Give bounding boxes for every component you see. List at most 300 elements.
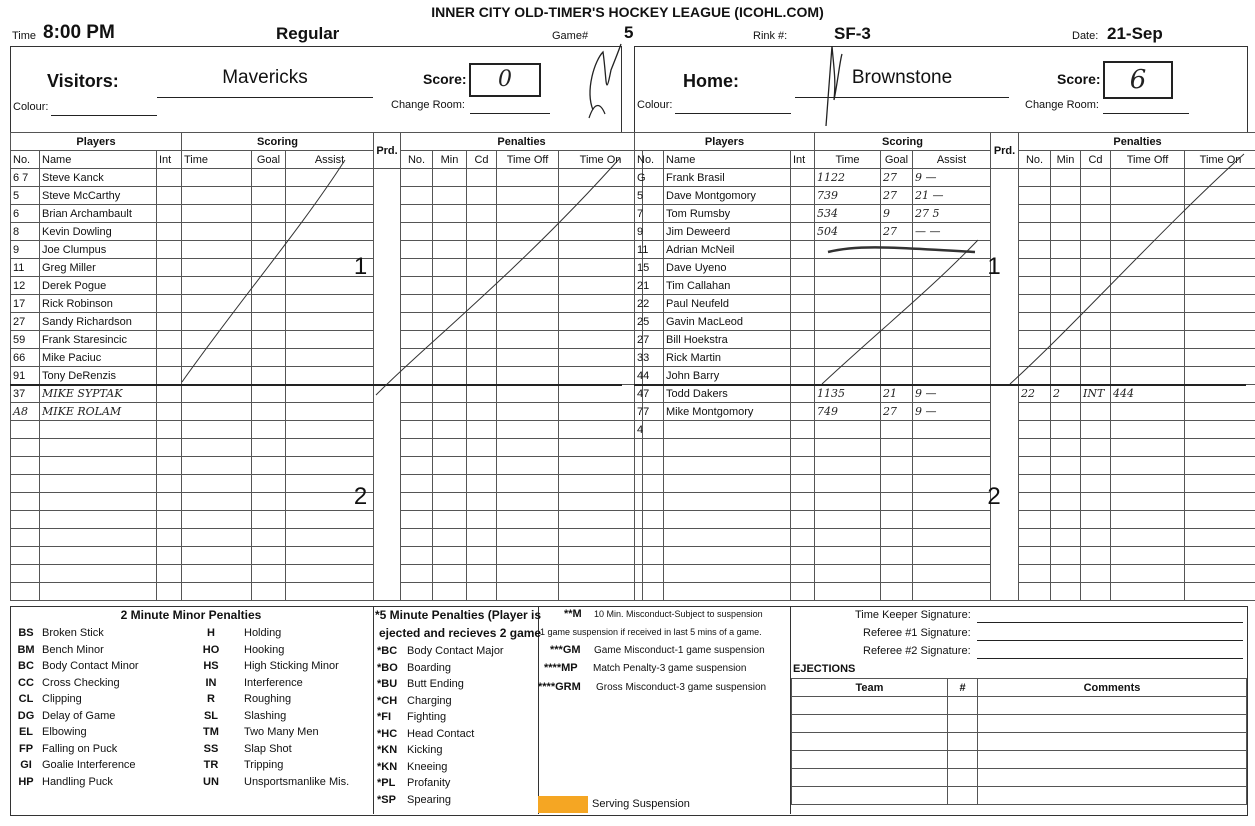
penalty-time-on[interactable] — [559, 205, 643, 223]
penalty-number[interactable] — [401, 349, 433, 367]
penalty-number[interactable] — [1019, 583, 1051, 601]
penalty-time-off[interactable] — [1111, 277, 1185, 295]
penalty-code[interactable] — [467, 547, 497, 565]
penalty-minutes[interactable] — [1051, 583, 1081, 601]
penalty-time-off[interactable] — [1111, 295, 1185, 313]
goal-time[interactable] — [815, 529, 881, 547]
penalty-code[interactable] — [467, 295, 497, 313]
penalty-code[interactable] — [467, 475, 497, 493]
penalty-minutes[interactable] — [1051, 547, 1081, 565]
assist[interactable]: 27 5 — [913, 205, 991, 223]
penalty-number[interactable] — [1019, 403, 1051, 421]
referee2-signature-field[interactable] — [977, 644, 1243, 659]
ejection-team[interactable] — [792, 715, 948, 733]
penalty-time-off[interactable] — [1111, 349, 1185, 367]
player-int[interactable] — [157, 223, 182, 241]
penalty-time-off[interactable] — [1111, 439, 1185, 457]
penalty-time-on[interactable] — [559, 511, 643, 529]
penalty-time-off[interactable] — [1111, 223, 1185, 241]
goal-time[interactable] — [182, 583, 252, 601]
penalty-code[interactable] — [467, 367, 497, 385]
player-int[interactable] — [157, 457, 182, 475]
goal-scorer[interactable] — [881, 259, 913, 277]
player-int[interactable] — [157, 493, 182, 511]
penalty-minutes[interactable] — [1051, 439, 1081, 457]
penalty-time-on[interactable] — [1185, 295, 1255, 313]
penalty-minutes[interactable] — [433, 493, 467, 511]
penalty-time-on[interactable] — [559, 565, 643, 583]
penalty-time-on[interactable] — [559, 295, 643, 313]
penalty-time-on[interactable] — [1185, 565, 1255, 583]
penalty-time-on[interactable] — [1185, 349, 1255, 367]
penalty-number[interactable] — [401, 493, 433, 511]
penalty-minutes[interactable] — [433, 187, 467, 205]
player-int[interactable] — [791, 439, 815, 457]
penalty-number[interactable] — [401, 205, 433, 223]
penalty-minutes[interactable] — [1051, 187, 1081, 205]
goal-scorer[interactable] — [252, 277, 286, 295]
penalty-code[interactable] — [1081, 295, 1111, 313]
penalty-number[interactable] — [1019, 457, 1051, 475]
goal-scorer[interactable] — [252, 349, 286, 367]
goal-time[interactable] — [815, 331, 881, 349]
goal-scorer[interactable] — [881, 313, 913, 331]
assist[interactable] — [913, 565, 991, 583]
ejection-comments[interactable] — [978, 769, 1247, 787]
referee1-signature-field[interactable] — [977, 626, 1243, 641]
assist[interactable] — [286, 313, 374, 331]
goal-time[interactable] — [815, 421, 881, 439]
player-int[interactable] — [791, 295, 815, 313]
penalty-number[interactable] — [401, 385, 433, 403]
penalty-minutes[interactable] — [433, 295, 467, 313]
penalty-minutes[interactable] — [433, 439, 467, 457]
assist[interactable] — [913, 511, 991, 529]
penalty-time-off[interactable] — [497, 187, 559, 205]
penalty-time-on[interactable] — [1185, 457, 1255, 475]
goal-time[interactable] — [182, 493, 252, 511]
player-int[interactable] — [157, 259, 182, 277]
penalty-minutes[interactable] — [1051, 277, 1081, 295]
penalty-number[interactable] — [1019, 205, 1051, 223]
goal-scorer[interactable] — [252, 295, 286, 313]
goal-scorer[interactable] — [252, 565, 286, 583]
penalty-time-on[interactable] — [559, 331, 643, 349]
penalty-time-on[interactable] — [559, 475, 643, 493]
penalty-time-off[interactable] — [497, 313, 559, 331]
player-int[interactable] — [791, 583, 815, 601]
goal-scorer[interactable] — [881, 565, 913, 583]
goal-time[interactable] — [815, 493, 881, 511]
player-int[interactable] — [791, 277, 815, 295]
penalty-minutes[interactable] — [433, 547, 467, 565]
penalty-time-off[interactable] — [1111, 511, 1185, 529]
player-int[interactable] — [791, 403, 815, 421]
penalty-time-on[interactable] — [559, 421, 643, 439]
penalty-time-on[interactable] — [1185, 313, 1255, 331]
penalty-time-off[interactable] — [497, 475, 559, 493]
goal-scorer[interactable] — [881, 439, 913, 457]
penalty-number[interactable] — [401, 565, 433, 583]
penalty-time-on[interactable] — [559, 385, 643, 403]
penalty-code[interactable] — [467, 457, 497, 475]
penalty-number[interactable] — [401, 295, 433, 313]
penalty-time-off[interactable] — [1111, 475, 1185, 493]
penalty-time-on[interactable] — [1185, 547, 1255, 565]
penalty-number[interactable] — [1019, 565, 1051, 583]
penalty-time-on[interactable] — [559, 547, 643, 565]
penalty-time-on[interactable] — [559, 439, 643, 457]
goal-scorer[interactable]: 27 — [881, 169, 913, 187]
timekeeper-signature-field[interactable] — [977, 608, 1243, 623]
goal-time[interactable] — [815, 367, 881, 385]
goal-time[interactable] — [182, 205, 252, 223]
assist[interactable]: 9 — — [913, 169, 991, 187]
penalty-number[interactable] — [401, 403, 433, 421]
penalty-time-on[interactable] — [1185, 223, 1255, 241]
penalty-code[interactable] — [467, 583, 497, 601]
player-int[interactable] — [791, 169, 815, 187]
penalty-code[interactable] — [467, 493, 497, 511]
assist[interactable] — [913, 439, 991, 457]
penalty-time-off[interactable] — [1111, 493, 1185, 511]
assist[interactable] — [913, 529, 991, 547]
goal-scorer[interactable] — [881, 331, 913, 349]
assist[interactable] — [286, 349, 374, 367]
penalty-minutes[interactable] — [433, 259, 467, 277]
goal-time[interactable] — [182, 421, 252, 439]
assist[interactable] — [286, 403, 374, 421]
penalty-minutes[interactable] — [1051, 259, 1081, 277]
penalty-code[interactable] — [1081, 331, 1111, 349]
penalty-minutes[interactable] — [1051, 493, 1081, 511]
penalty-minutes[interactable] — [433, 241, 467, 259]
goal-scorer[interactable] — [252, 583, 286, 601]
player-int[interactable] — [157, 439, 182, 457]
goal-scorer[interactable] — [881, 583, 913, 601]
penalty-time-on[interactable] — [1185, 439, 1255, 457]
player-int[interactable] — [791, 511, 815, 529]
goal-time[interactable] — [815, 277, 881, 295]
penalty-time-off[interactable] — [497, 511, 559, 529]
penalty-time-off[interactable] — [1111, 421, 1185, 439]
goal-time[interactable] — [815, 313, 881, 331]
player-int[interactable] — [157, 205, 182, 223]
penalty-time-on[interactable] — [1185, 205, 1255, 223]
goal-time[interactable] — [182, 475, 252, 493]
penalty-time-off[interactable] — [497, 421, 559, 439]
penalty-time-on[interactable] — [559, 259, 643, 277]
penalty-number[interactable] — [401, 457, 433, 475]
assist[interactable]: 9 — — [913, 385, 991, 403]
penalty-number[interactable] — [1019, 421, 1051, 439]
penalty-minutes[interactable] — [433, 403, 467, 421]
penalty-number[interactable] — [401, 529, 433, 547]
goal-time[interactable] — [182, 349, 252, 367]
penalty-minutes[interactable] — [433, 205, 467, 223]
penalty-number[interactable] — [401, 547, 433, 565]
player-int[interactable] — [157, 169, 182, 187]
penalty-time-on[interactable] — [559, 187, 643, 205]
goal-scorer[interactable] — [881, 457, 913, 475]
goal-time[interactable] — [815, 295, 881, 313]
goal-scorer[interactable]: 21 — [881, 385, 913, 403]
goal-scorer[interactable] — [881, 529, 913, 547]
player-int[interactable] — [791, 529, 815, 547]
penalty-number[interactable] — [401, 331, 433, 349]
penalty-minutes[interactable] — [1051, 349, 1081, 367]
penalty-minutes[interactable] — [433, 331, 467, 349]
player-int[interactable] — [791, 205, 815, 223]
player-int[interactable] — [791, 421, 815, 439]
assist[interactable] — [913, 295, 991, 313]
goal-time[interactable] — [815, 259, 881, 277]
goal-time[interactable] — [815, 439, 881, 457]
penalty-number[interactable] — [401, 223, 433, 241]
goal-time[interactable]: 504 — [815, 223, 881, 241]
penalty-time-on[interactable] — [1185, 583, 1255, 601]
penalty-time-off[interactable] — [1111, 241, 1185, 259]
player-int[interactable] — [157, 475, 182, 493]
ejection-number[interactable] — [948, 769, 978, 787]
penalty-time-on[interactable] — [1185, 385, 1255, 403]
ejection-comments[interactable] — [978, 697, 1247, 715]
penalty-code[interactable] — [1081, 529, 1111, 547]
goal-scorer[interactable] — [881, 421, 913, 439]
penalty-time-on[interactable] — [1185, 493, 1255, 511]
penalty-minutes[interactable] — [433, 565, 467, 583]
penalty-code[interactable] — [467, 349, 497, 367]
ejection-number[interactable] — [948, 733, 978, 751]
goal-time[interactable] — [182, 367, 252, 385]
player-int[interactable] — [157, 547, 182, 565]
goal-time[interactable] — [182, 277, 252, 295]
penalty-time-off[interactable] — [1111, 565, 1185, 583]
goal-scorer[interactable] — [881, 511, 913, 529]
penalty-time-on[interactable] — [1185, 529, 1255, 547]
assist[interactable] — [286, 223, 374, 241]
goal-scorer[interactable] — [252, 457, 286, 475]
goal-time[interactable] — [815, 547, 881, 565]
penalty-code[interactable]: INT — [1081, 385, 1111, 403]
player-int[interactable] — [791, 457, 815, 475]
assist[interactable] — [913, 277, 991, 295]
goal-scorer[interactable] — [252, 223, 286, 241]
ejection-number[interactable] — [948, 697, 978, 715]
assist[interactable] — [286, 421, 374, 439]
assist[interactable] — [913, 457, 991, 475]
player-int[interactable] — [157, 367, 182, 385]
ejection-team[interactable] — [792, 733, 948, 751]
penalty-time-on[interactable] — [1185, 187, 1255, 205]
penalty-minutes[interactable] — [433, 583, 467, 601]
assist[interactable] — [913, 259, 991, 277]
penalty-code[interactable] — [1081, 547, 1111, 565]
penalty-code[interactable] — [1081, 169, 1111, 187]
penalty-minutes[interactable] — [1051, 295, 1081, 313]
penalty-time-on[interactable] — [559, 169, 643, 187]
player-int[interactable] — [791, 565, 815, 583]
assist[interactable] — [286, 457, 374, 475]
assist[interactable] — [286, 529, 374, 547]
assist[interactable] — [286, 439, 374, 457]
penalty-time-on[interactable] — [1185, 403, 1255, 421]
penalty-time-off[interactable] — [1111, 259, 1185, 277]
assist[interactable] — [913, 493, 991, 511]
assist[interactable] — [286, 205, 374, 223]
player-int[interactable] — [791, 349, 815, 367]
goal-time[interactable]: 534 — [815, 205, 881, 223]
assist[interactable]: — — — [913, 223, 991, 241]
penalty-number[interactable] — [1019, 277, 1051, 295]
penalty-time-on[interactable] — [559, 493, 643, 511]
goal-scorer[interactable] — [252, 331, 286, 349]
goal-time[interactable]: 1135 — [815, 385, 881, 403]
penalty-number[interactable] — [401, 439, 433, 457]
goal-scorer[interactable] — [252, 205, 286, 223]
penalty-number[interactable] — [1019, 493, 1051, 511]
penalty-time-on[interactable] — [1185, 511, 1255, 529]
penalty-minutes[interactable] — [1051, 403, 1081, 421]
penalty-code[interactable] — [1081, 511, 1111, 529]
penalty-time-off[interactable] — [497, 331, 559, 349]
penalty-minutes[interactable] — [433, 349, 467, 367]
assist[interactable] — [913, 583, 991, 601]
assist[interactable] — [286, 385, 374, 403]
goal-scorer[interactable] — [881, 493, 913, 511]
goal-time[interactable] — [182, 457, 252, 475]
goal-scorer[interactable] — [252, 529, 286, 547]
ejection-comments[interactable] — [978, 715, 1247, 733]
assist[interactable] — [286, 511, 374, 529]
penalty-time-off[interactable] — [497, 385, 559, 403]
penalty-time-off[interactable] — [497, 259, 559, 277]
goal-scorer[interactable] — [252, 259, 286, 277]
goal-time[interactable] — [182, 565, 252, 583]
penalty-time-off[interactable] — [1111, 205, 1185, 223]
penalty-number[interactable] — [1019, 511, 1051, 529]
goal-scorer[interactable] — [881, 349, 913, 367]
player-int[interactable] — [157, 349, 182, 367]
penalty-code[interactable] — [467, 511, 497, 529]
penalty-number[interactable] — [401, 367, 433, 385]
goal-time[interactable] — [182, 331, 252, 349]
penalty-code[interactable] — [467, 241, 497, 259]
assist[interactable] — [286, 583, 374, 601]
penalty-time-off[interactable] — [497, 241, 559, 259]
penalty-time-on[interactable] — [559, 349, 643, 367]
player-int[interactable] — [157, 277, 182, 295]
penalty-code[interactable] — [467, 223, 497, 241]
penalty-time-on[interactable] — [559, 403, 643, 421]
penalty-minutes[interactable] — [433, 457, 467, 475]
penalty-code[interactable] — [1081, 277, 1111, 295]
penalty-code[interactable] — [1081, 565, 1111, 583]
goal-time[interactable] — [815, 457, 881, 475]
penalty-minutes[interactable] — [433, 529, 467, 547]
penalty-time-off[interactable] — [1111, 169, 1185, 187]
assist[interactable] — [913, 421, 991, 439]
penalty-minutes[interactable] — [433, 475, 467, 493]
penalty-code[interactable] — [467, 205, 497, 223]
penalty-minutes[interactable] — [1051, 241, 1081, 259]
penalty-code[interactable] — [467, 421, 497, 439]
goal-time[interactable] — [815, 475, 881, 493]
goal-scorer[interactable] — [881, 295, 913, 313]
goal-scorer[interactable] — [252, 475, 286, 493]
assist[interactable] — [913, 241, 991, 259]
assist[interactable] — [913, 367, 991, 385]
penalty-number[interactable] — [1019, 367, 1051, 385]
player-int[interactable] — [791, 493, 815, 511]
player-int[interactable] — [157, 421, 182, 439]
penalty-number[interactable] — [1019, 259, 1051, 277]
penalty-time-off[interactable] — [497, 583, 559, 601]
penalty-time-on[interactable] — [1185, 241, 1255, 259]
penalty-code[interactable] — [1081, 241, 1111, 259]
penalty-time-off[interactable] — [1111, 367, 1185, 385]
goal-scorer[interactable] — [252, 439, 286, 457]
penalty-time-off[interactable]: 444 — [1111, 385, 1185, 403]
goal-time[interactable] — [182, 313, 252, 331]
penalty-time-on[interactable] — [1185, 277, 1255, 295]
penalty-number[interactable] — [1019, 187, 1051, 205]
penalty-minutes[interactable] — [1051, 457, 1081, 475]
penalty-code[interactable] — [467, 331, 497, 349]
ejection-number[interactable] — [948, 787, 978, 805]
penalty-number[interactable] — [401, 583, 433, 601]
player-int[interactable] — [157, 565, 182, 583]
penalty-time-off[interactable] — [1111, 313, 1185, 331]
goal-time[interactable] — [182, 385, 252, 403]
player-int[interactable] — [157, 187, 182, 205]
player-int[interactable] — [791, 547, 815, 565]
assist[interactable] — [913, 313, 991, 331]
ejection-team[interactable] — [792, 697, 948, 715]
player-int[interactable] — [157, 295, 182, 313]
player-int[interactable] — [157, 385, 182, 403]
penalty-code[interactable] — [467, 259, 497, 277]
penalty-number[interactable] — [1019, 439, 1051, 457]
ejection-comments[interactable] — [978, 733, 1247, 751]
penalty-time-on[interactable] — [559, 583, 643, 601]
penalty-time-off[interactable] — [1111, 583, 1185, 601]
goal-scorer[interactable] — [881, 367, 913, 385]
ejection-comments[interactable] — [978, 751, 1247, 769]
penalty-time-off[interactable] — [1111, 547, 1185, 565]
goal-time[interactable]: 749 — [815, 403, 881, 421]
penalty-time-on[interactable] — [559, 223, 643, 241]
ejection-team[interactable] — [792, 769, 948, 787]
goal-scorer[interactable] — [252, 385, 286, 403]
penalty-time-on[interactable] — [559, 313, 643, 331]
penalty-code[interactable] — [1081, 583, 1111, 601]
penalty-time-on[interactable] — [559, 457, 643, 475]
penalty-minutes[interactable] — [433, 367, 467, 385]
penalty-minutes[interactable] — [1051, 511, 1081, 529]
penalty-minutes[interactable] — [1051, 223, 1081, 241]
penalty-minutes[interactable] — [1051, 565, 1081, 583]
penalty-minutes[interactable] — [433, 313, 467, 331]
penalty-code[interactable] — [467, 403, 497, 421]
penalty-time-off[interactable] — [497, 529, 559, 547]
assist[interactable] — [286, 565, 374, 583]
player-int[interactable] — [791, 475, 815, 493]
goal-scorer[interactable] — [252, 403, 286, 421]
penalty-code[interactable] — [1081, 439, 1111, 457]
penalty-time-on[interactable] — [1185, 421, 1255, 439]
player-int[interactable] — [157, 313, 182, 331]
